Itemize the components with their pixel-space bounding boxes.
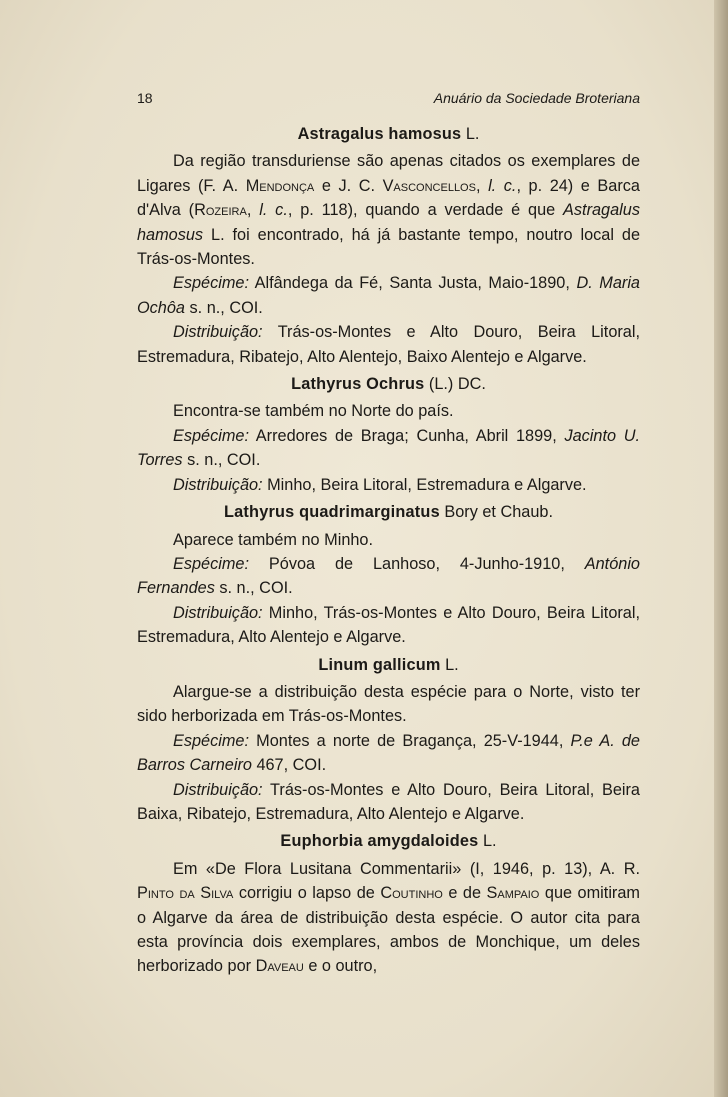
- intro-paragraph: Em «De Flora Lusitana Commentarii» (I, 1946, p. 13), A. R. Pinto da Silva corrigiu o lapso de Coutinho e de Sampaio que omitiram o Algarve da área de distribuição desta espécie. O autor cita para esta província dois exemplares, ambos de Monchique, um deles herborizado por Daveau e o outro,: [137, 859, 640, 976]
- distribuicao-paragraph: Distribuição: Trás-os-Montes e Alto Douro, Beira Litoral, Estremadura, Ribatejo, Alto Alentejo, Baixo Alentejo e Algarve.: [137, 323, 640, 366]
- species-author: (L.) DC.: [428, 375, 486, 394]
- intro-paragraph: Da região transduriense são apenas citados os exemplares de Ligares (F. A. Mendonça e J. C. Vasconcellos, l. c., p. 24) e Barca d'Alva (Rozeira, l. c., p. 118), quando a verdade é que Astragalus hamosus L. foi encontrado, há já bastante tempo, noutro local de Trás-os-Montes.: [137, 152, 640, 269]
- species-heading: [137, 500, 640, 524]
- distribuicao-label: Distribuição:: [173, 603, 263, 622]
- especime-label: Espécime:: [173, 426, 250, 445]
- species-heading: [137, 829, 640, 853]
- distribuicao-label: Distribuição:: [173, 780, 263, 799]
- author-name: Coutinho: [380, 884, 443, 903]
- author-name: Daveau: [255, 957, 304, 976]
- distribuicao-paragraph: Distribuição: Minho, Trás-os-Montes e Alto Douro, Beira Litoral, Estremadura, Alto Alentejo e Algarve.: [137, 603, 640, 647]
- running-head: [137, 90, 640, 106]
- author-name: Vasconcellos: [382, 176, 476, 195]
- page-edge: [714, 0, 728, 1097]
- especime-paragraph: Espécime: Montes a norte de Bragança, 25-V-1944, P.e A. de Barros Carneiro 467, COI.: [137, 731, 640, 775]
- species-author: Bory et Chaub.: [444, 503, 553, 522]
- article-body: [137, 122, 640, 979]
- especime-paragraph: Espécime: Arredores de Braga; Cunha, Abril 1899, Jacinto U. Torres s. n., COI.: [137, 426, 640, 470]
- distribuicao-label: Distribuição:: [173, 475, 263, 494]
- distribuicao-paragraph: Distribuição: Minho, Beira Litoral, Estremadura e Algarve.: [173, 475, 587, 494]
- author-name: Rozeira: [194, 201, 247, 220]
- species-name: Linum gallicum: [318, 655, 441, 674]
- species-name: Euphorbia amygdaloides: [280, 832, 479, 851]
- species-name: Lathyrus quadrimarginatus: [224, 503, 440, 522]
- especime-paragraph: Espécime: Póvoa de Lanhoso, 4-Junho-1910, António Fernandes s. n., COI.: [137, 554, 640, 598]
- intro-paragraph: Encontra-se também no Norte do país.: [173, 402, 454, 421]
- species-heading: [137, 372, 640, 396]
- journal-title: Anuário da Sociedade Broteriana: [433, 90, 640, 106]
- species-heading: [137, 122, 640, 146]
- species-author: L.: [482, 832, 497, 851]
- especime-paragraph: Espécime: Alfândega da Fé, Santa Justa, Maio-1890, D. Maria Ochôa s. n., COI.: [137, 274, 640, 317]
- page-number: 18: [137, 90, 153, 106]
- species-author: L.: [445, 655, 459, 674]
- especime-label: Espécime:: [173, 554, 250, 573]
- distribuicao-label: Distribuição:: [173, 323, 263, 342]
- author-name: Sampaio: [486, 884, 540, 903]
- distribuicao-paragraph: Distribuição: Trás-os-Montes e Alto Douro, Beira Litoral, Beira Baixa, Ribatejo, Estremadura, Alto Alentejo e Algarve.: [137, 780, 640, 823]
- intro-paragraph: Alargue-se a distribuição desta espécie para o Norte, visto ter sido herborizada em Trás-os-Montes.: [137, 682, 640, 726]
- species-heading: [137, 653, 640, 677]
- intro-paragraph: Aparece também no Minho.: [173, 530, 374, 549]
- especime-label: Espécime:: [173, 731, 250, 750]
- species-name: Astragalus hamosus: [297, 125, 462, 143]
- author-name: Pinto da Silva: [137, 884, 234, 903]
- species-author: L.: [465, 125, 480, 143]
- especime-label: Espécime:: [173, 274, 250, 293]
- species-name: Lathyrus Ochrus: [291, 375, 425, 394]
- author-name: Mendonça: [245, 176, 315, 195]
